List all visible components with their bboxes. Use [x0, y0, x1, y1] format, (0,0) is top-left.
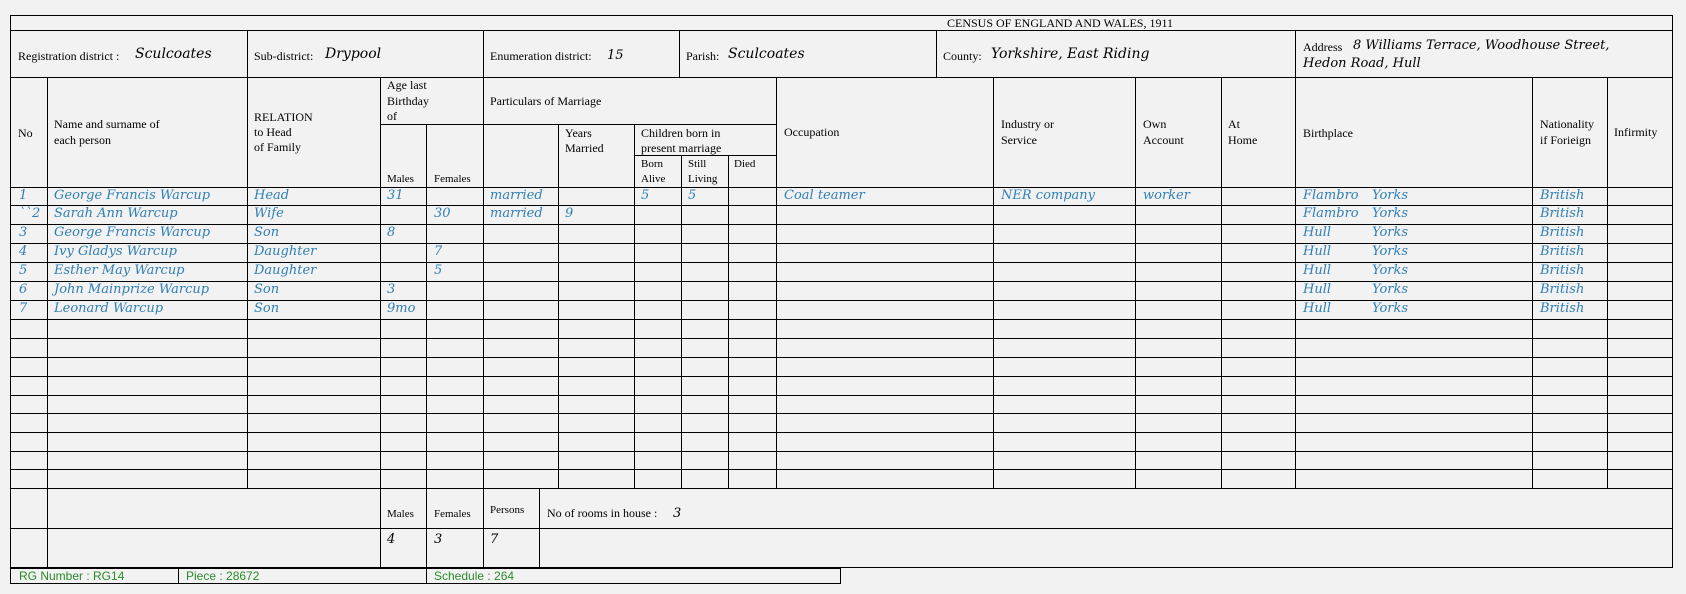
- totals-females-label: Females: [434, 508, 471, 520]
- rule-line: [1221, 77, 1222, 489]
- totals-males: 4: [387, 532, 396, 547]
- col-nationality-1: Nationality: [1540, 117, 1594, 131]
- relation: Wife: [254, 206, 284, 221]
- col-still-1: Still: [688, 158, 707, 170]
- rule-line: [776, 77, 777, 489]
- col-age-2: Birthday: [387, 94, 429, 108]
- rule-line: [1295, 77, 1296, 489]
- row-number: 5: [19, 263, 28, 278]
- col-nationality-2: if Forieign: [1540, 133, 1591, 147]
- rule-line: [10, 319, 1673, 320]
- col-own-2: Account: [1143, 133, 1184, 147]
- enum-district-label: Enumeration district:: [490, 49, 592, 63]
- col-relation-2: to Head: [254, 125, 292, 139]
- birth-town: Hull: [1303, 282, 1332, 297]
- schedule-number: Schedule : 264: [434, 569, 515, 583]
- age-male: 3: [387, 282, 396, 297]
- row-number: 3: [19, 225, 28, 240]
- own-account: worker: [1143, 188, 1190, 203]
- rg-number: RG Number : RG14: [19, 569, 125, 583]
- age-male: 31: [387, 188, 404, 203]
- occupation: Coal teamer: [784, 188, 865, 203]
- rule-line: [1135, 77, 1136, 489]
- reg-district-value: Sculcoates: [135, 46, 212, 62]
- col-industry-2: Service: [1001, 133, 1037, 147]
- totals-persons: 7: [490, 532, 499, 547]
- rule-line: [539, 488, 540, 569]
- birth-town: Flambro: [1303, 206, 1359, 221]
- col-age-3: of: [387, 109, 397, 123]
- rule-line: [993, 77, 994, 489]
- nationality: British: [1540, 282, 1585, 297]
- nationality: British: [1540, 301, 1585, 316]
- rule-line: [10, 432, 1673, 433]
- rule-line: [426, 488, 427, 569]
- age-female: 7: [434, 244, 443, 259]
- rule-line: [558, 124, 559, 489]
- rule-line: [10, 451, 1673, 452]
- totals-males-label: Males: [387, 508, 414, 520]
- nationality: British: [1540, 206, 1585, 221]
- row-number: ``2: [19, 206, 41, 221]
- nationality: British: [1540, 244, 1585, 259]
- still-living: 5: [688, 188, 697, 203]
- rule-line: [634, 124, 635, 489]
- age-female: 5: [434, 263, 443, 278]
- rule-line: [483, 488, 484, 569]
- relation: Head: [254, 188, 290, 203]
- rule-line: [380, 488, 381, 569]
- nationality: British: [1540, 188, 1585, 203]
- years-married: 9: [565, 206, 574, 221]
- nationality: British: [1540, 225, 1585, 240]
- county-label: County:: [943, 49, 982, 63]
- rule-line: [936, 30, 937, 78]
- birth-county: Yorks: [1372, 188, 1409, 203]
- rule-line: [380, 77, 381, 489]
- col-relation-1: RELATION: [254, 110, 313, 124]
- col-home-2: Home: [1228, 133, 1258, 147]
- totals-females: 3: [434, 532, 443, 547]
- col-name-2: each person: [54, 133, 111, 147]
- col-died: Died: [734, 158, 756, 170]
- col-years-1: Years: [565, 126, 592, 140]
- reg-district-label: Registration district :: [18, 49, 120, 63]
- col-born-1: Born: [641, 158, 663, 170]
- rule-line: [10, 469, 1673, 470]
- sub-district-value: Drypool: [325, 46, 382, 62]
- rule-line: [247, 77, 248, 489]
- parish-value: Sculcoates: [728, 46, 805, 62]
- rule-line: [10, 528, 1673, 529]
- industry: NER company: [1001, 188, 1096, 203]
- col-males: Males: [387, 173, 414, 185]
- birth-county: Yorks: [1372, 225, 1409, 240]
- row-number: 7: [19, 301, 28, 316]
- birth-town: Hull: [1303, 225, 1332, 240]
- born-alive: 5: [641, 188, 650, 203]
- relation: Son: [254, 225, 280, 240]
- address-line-1: 8 Williams Terrace, Woodhouse Street,: [1353, 38, 1610, 53]
- col-marriage: Particulars of Marriage: [490, 94, 602, 108]
- birth-county: Yorks: [1372, 263, 1409, 278]
- birth-town: Hull: [1303, 244, 1332, 259]
- rule-line: [178, 568, 179, 584]
- enum-district-value: 15: [607, 48, 624, 63]
- birth-county: Yorks: [1372, 301, 1409, 316]
- col-age-1: Age last: [387, 78, 427, 92]
- piece-number: Piece : 28672: [186, 569, 260, 583]
- rule-line: [10, 395, 1673, 396]
- rule-line: [47, 77, 48, 489]
- birth-town: Flambro: [1303, 188, 1359, 203]
- page-title: CENSUS OF ENGLAND AND WALES, 1911: [947, 16, 1174, 30]
- col-name-1: Name and surname of: [54, 117, 160, 131]
- person-name: George Francis Warcup: [54, 225, 211, 240]
- person-name: Sarah Ann Warcup: [54, 206, 178, 221]
- rule-line: [679, 30, 680, 78]
- rule-line: [426, 568, 427, 584]
- totals-persons-label: Persons: [490, 504, 525, 516]
- person-name: John Mainprize Warcup: [54, 282, 210, 297]
- parish-label: Parish:: [686, 49, 720, 63]
- col-own-1: Own: [1143, 117, 1167, 131]
- rule-line: [1607, 77, 1608, 489]
- row-number: 6: [19, 282, 28, 297]
- col-born-2: Alive: [641, 173, 666, 185]
- rule-line: [380, 124, 777, 125]
- col-occupation: Occupation: [784, 125, 840, 139]
- person-name: Esther May Warcup: [54, 263, 185, 278]
- rule-line: [483, 30, 484, 78]
- address-label: Address: [1303, 40, 1343, 54]
- col-still-2: Living: [688, 173, 718, 185]
- rule-line: [10, 488, 1673, 489]
- relation: Son: [254, 301, 280, 316]
- rule-line: [728, 155, 729, 489]
- age-male: 8: [387, 225, 396, 240]
- age-male: 9mo: [387, 301, 416, 316]
- person-name: George Francis Warcup: [54, 188, 211, 203]
- col-relation-3: of Family: [254, 140, 301, 154]
- rule-line: [483, 77, 484, 489]
- rule-line: [10, 376, 1673, 377]
- rule-line: [840, 568, 841, 584]
- rule-line: [681, 155, 682, 489]
- birth-town: Hull: [1303, 301, 1332, 316]
- rule-line: [1532, 77, 1533, 489]
- relation: Daughter: [254, 263, 317, 278]
- rule-line: [10, 357, 1673, 358]
- rooms-value: 3: [673, 506, 682, 521]
- age-female: 30: [434, 206, 451, 221]
- col-infirmity: Infirmity: [1614, 125, 1658, 139]
- rule-line: [10, 77, 1673, 78]
- row-number: 1: [19, 188, 28, 203]
- col-years-2: Married: [565, 141, 604, 155]
- relation: Daughter: [254, 244, 317, 259]
- col-children-1: Children born in: [641, 126, 721, 140]
- marriage-status: married: [490, 188, 543, 203]
- col-industry-1: Industry or: [1001, 117, 1054, 131]
- person-name: Ivy Gladys Warcup: [54, 244, 177, 259]
- rule-line: [426, 124, 427, 489]
- col-birthplace: Birthplace: [1303, 126, 1353, 140]
- rule-line: [247, 30, 248, 78]
- rooms-label: No of rooms in house :: [547, 506, 658, 520]
- birth-county: Yorks: [1372, 244, 1409, 259]
- marriage-status: married: [490, 206, 543, 221]
- rule-line: [10, 413, 1673, 414]
- rule-line: [1295, 30, 1296, 78]
- col-home-1: At: [1228, 117, 1240, 131]
- birth-county: Yorks: [1372, 282, 1409, 297]
- county-value: Yorkshire, East Riding: [991, 46, 1150, 62]
- rule-line: [10, 338, 1673, 339]
- person-name: Leonard Warcup: [54, 301, 164, 316]
- address-line-2: Hedon Road, Hull: [1303, 56, 1421, 71]
- relation: Son: [254, 282, 280, 297]
- col-children-2: present marriage: [641, 141, 722, 155]
- rule-line: [47, 488, 48, 569]
- birth-town: Hull: [1303, 263, 1332, 278]
- sub-district-label: Sub-district:: [254, 49, 314, 63]
- col-females: Females: [434, 173, 471, 185]
- rule-line: [10, 30, 1673, 31]
- birth-county: Yorks: [1372, 206, 1409, 221]
- row-number: 4: [19, 244, 28, 259]
- col-no: No: [18, 126, 33, 140]
- nationality: British: [1540, 263, 1585, 278]
- rule-line: [10, 568, 11, 584]
